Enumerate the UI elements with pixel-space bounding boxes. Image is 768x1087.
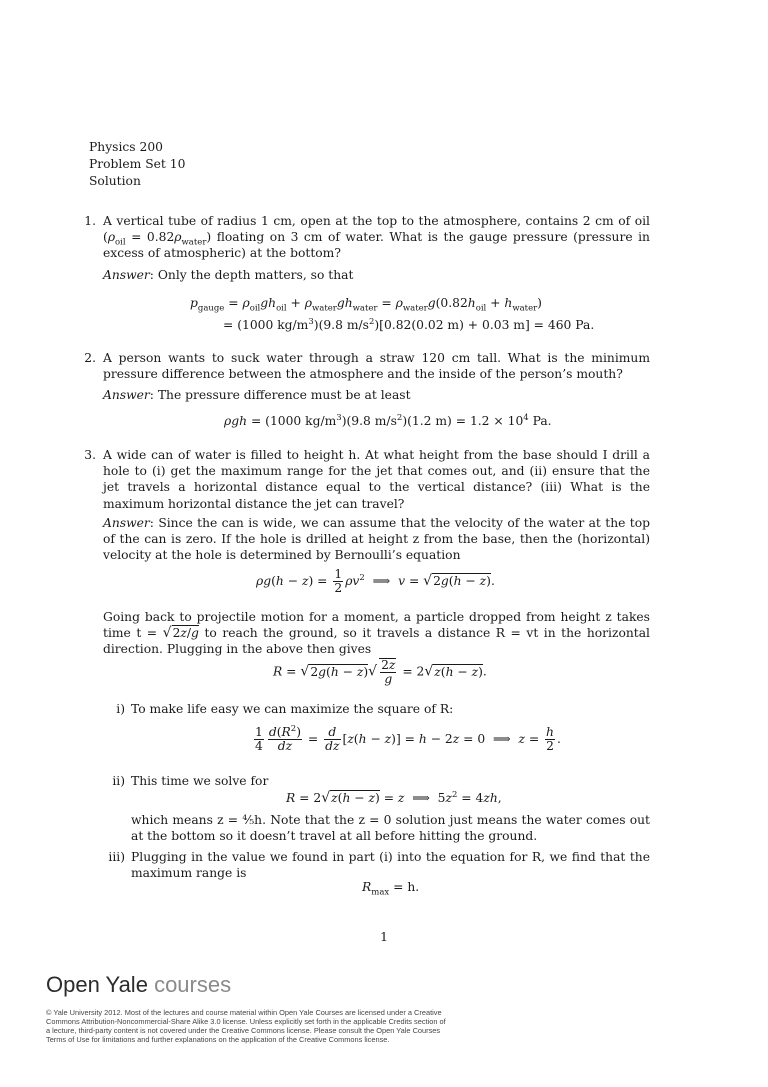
course-title: Physics 200 — [89, 140, 163, 154]
part-iii-label: iii) — [108, 850, 125, 864]
license-footer: © Yale University 2012. Most of the lectures and course material within Open Yale Courses are licensed under a Creative Commons Attribution-Noncommercial-Share Alike 3.0 license. Unless explicitly set forth in the applicable Credits section of a lecture, third-party content is not covered under the Creative Commons license. Please consult the Open Yale Courses Terms of Use for limitations and further explanations on the application of the Creative Commons license. — [46, 1008, 446, 1045]
problem-set-title: Problem Set 10 — [89, 157, 186, 171]
part-ii-text: This time we solve for — [131, 774, 269, 788]
problem-3-answer: Answer: Since the can is wide, we can assume that the velocity of the water at the top of the can is zero. If the hole is drilled at height z from the base, then the (horizontal) velocity at the hole is determined by Bernoulli’s equation — [103, 516, 650, 563]
problem-3-number: 3. — [84, 448, 96, 462]
page-number: 1 — [380, 930, 388, 944]
part-ii-explanation: which means z = ⁴⁄₅h. Note that the z = 0 solution just means the water comes out at the bottom so it doesn’t travel at all before hitting the ground. — [131, 813, 650, 844]
document-header — [89, 139, 185, 190]
problem-2-question: A person wants to suck water through a straw 120 cm tall. What is the minimum pressure difference between the atmosphere and the inside of the person’s mouth? — [103, 351, 650, 382]
part-iii-equation: $R_{max} = h$. — [362, 880, 420, 898]
part-ii-equation: R = 2√z(h − z) = z ⟹ $5z^2 = 4zh$, — [286, 789, 502, 806]
part-ii-label: ii) — [112, 774, 125, 788]
problem-3-question: A wide can of water is filled to height h. At what height from the base should I drill a hole to (i) get the maximum range for the jet that comes out, and (ii) ensure that the jet travels a horizontal distance equal to the vertical distance? (iii) What is the maximum horizontal distance the jet can travel? — [103, 448, 650, 511]
solution-label: Solution — [89, 174, 141, 188]
part-i-equation: $\frac{1}{4}$ $\frac{d(R^2)}{dz}$ = $\frac{d}{dz}$ [z(h − z)] = h − 2z = 0 ⟹ z = $\frac{h}{2}$ . — [255, 723, 561, 753]
projectile-paragraph: Going back to projectile motion for a moment, a particle dropped from height z takes time t = √2z/g to reach the ground, so it travels a distance R = vt in the horizontal direction. Plugging in the above then gives — [103, 610, 650, 657]
part-i-label: i) — [116, 702, 125, 716]
part-i-text: To make life easy we can maximize the square of R: — [131, 702, 454, 716]
range-equation: R = √2g(h − z)√ $\frac{2z}{g}$ = 2√z(h − z). — [273, 658, 487, 686]
problem-1-equation-line-1: $p_{gauge} = \rho_{oil}gh_{oil} + \rho_{water}gh_{water} = \rho_{water}g(0.82h_{oil} + h_{water})$ — [190, 296, 542, 314]
open-yale-courses-logo: Open Yale courses — [46, 972, 232, 997]
problem-1-answer: Answer: Only the depth matters, so that — [103, 268, 354, 282]
part-iii-text: Plugging in the value we found in part (i) into the equation for R, we find that the maximum range is — [131, 850, 650, 881]
problem-1-question: A vertical tube of radius 1 cm, open at the top to the atmosphere, contains 2 cm of oil $(\rho_{oil} = 0.82\rho_{water})$ floating on 3 cm of water. What is the gauge pressure (pressure in excess of atmospheric) at the bottom? — [103, 214, 650, 261]
problem-2-number: 2. — [84, 351, 96, 365]
problem-1-number: 1. — [84, 214, 96, 228]
problem-1-equation-line-2: = (1000 $kg/m^3)(9.8$ $m/s^2)[0.82(0.02$ m) + 0.03 m] = 460 Pa. — [223, 316, 595, 332]
problem-2-equation: ρgh = (1000 $kg/m^3)(9.8$ $m/s^2)(1.2$ $m) = 1.2 \times 10^4$ Pa. — [224, 412, 552, 428]
bernoulli-equation: ρg(h − z) = $\frac{1}{2}$ $\rho v^2$ ⟹ v = √2g(h − z). — [256, 567, 495, 595]
problem-2-answer: Answer: The pressure difference must be at least — [103, 388, 411, 402]
